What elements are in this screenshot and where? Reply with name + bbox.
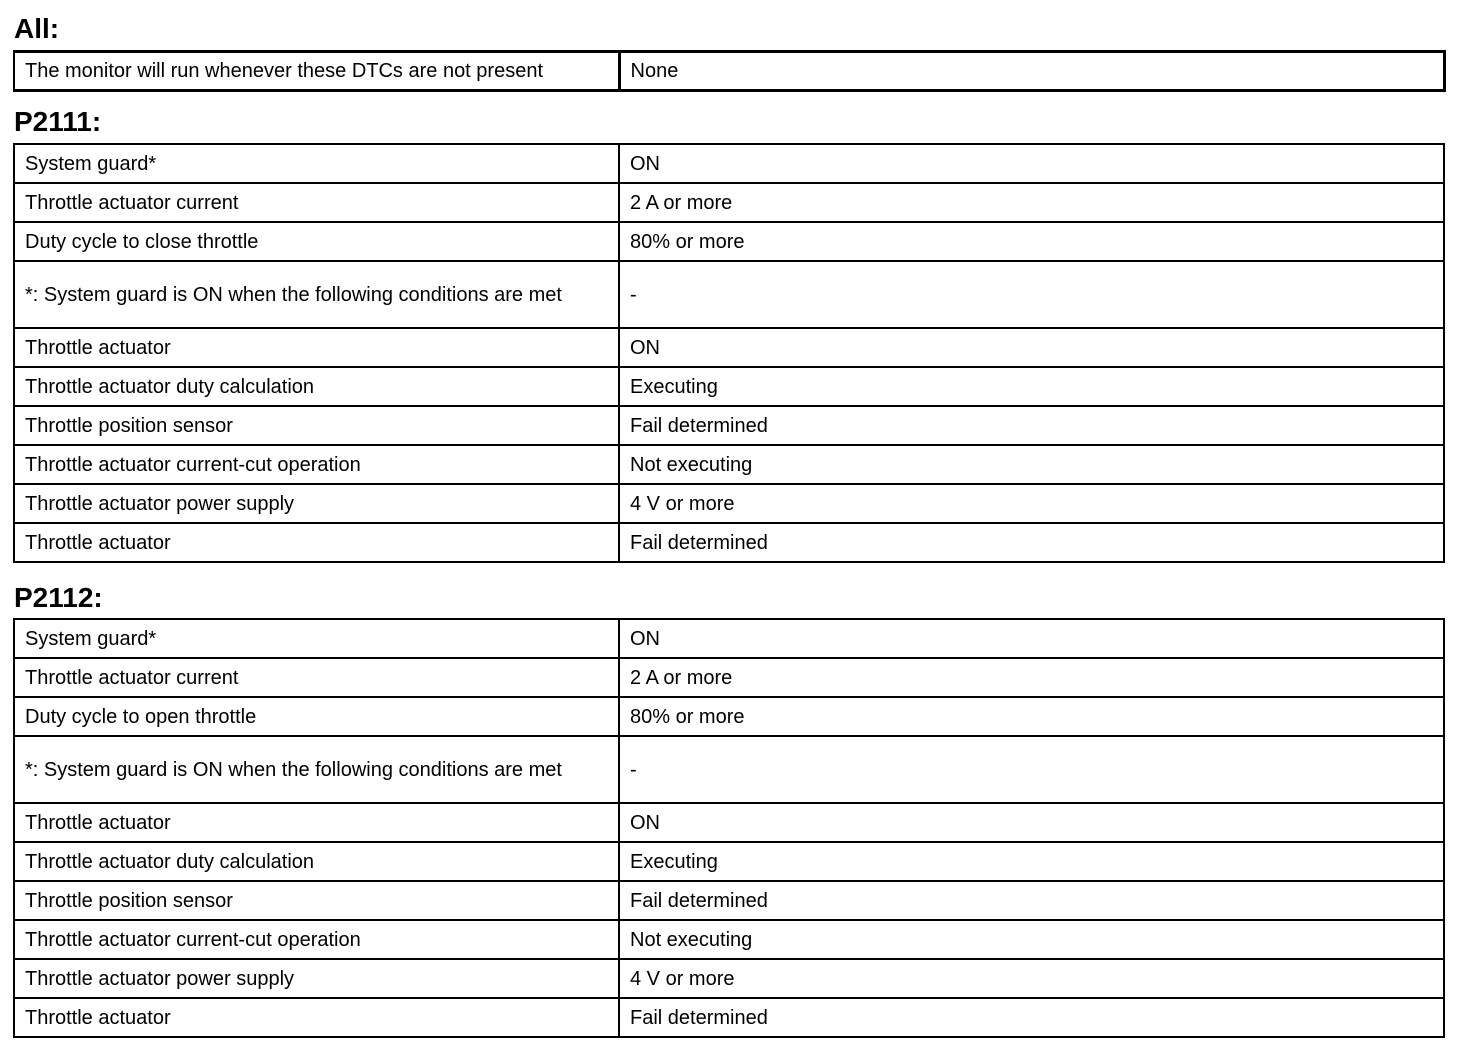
dtc-table-p2111	[13, 143, 1445, 563]
condition-cell: Throttle actuator duty calculation	[14, 842, 619, 881]
value-cell: -	[619, 261, 1444, 328]
condition-cell: Throttle actuator current-cut operation	[14, 445, 619, 484]
dtc-table-all	[13, 50, 1446, 92]
table-row	[14, 406, 1444, 445]
table-row	[14, 736, 1444, 803]
value-cell: Executing	[619, 842, 1444, 881]
table-row	[14, 959, 1444, 998]
value-cell: Not executing	[619, 445, 1444, 484]
table-row	[14, 484, 1444, 523]
table-row	[14, 367, 1444, 406]
condition-cell: Throttle actuator power supply	[14, 959, 619, 998]
value-cell: Fail determined	[619, 998, 1444, 1037]
condition-cell: The monitor will run whenever these DTCs are not present	[14, 52, 619, 91]
table-row	[14, 222, 1444, 261]
value-cell: -	[619, 736, 1444, 803]
value-cell: ON	[619, 619, 1444, 658]
condition-cell: Throttle actuator	[14, 523, 619, 562]
value-cell: ON	[619, 144, 1444, 183]
value-cell: 80% or more	[619, 697, 1444, 736]
condition-cell: Throttle position sensor	[14, 406, 619, 445]
table-row	[14, 697, 1444, 736]
condition-cell: *: System guard is ON when the following conditions are met	[14, 736, 619, 803]
table-row	[14, 842, 1444, 881]
value-cell: 4 V or more	[619, 484, 1444, 523]
value-cell: Executing	[619, 367, 1444, 406]
table-row	[14, 881, 1444, 920]
value-cell: ON	[619, 328, 1444, 367]
value-cell: ON	[619, 803, 1444, 842]
value-cell: Not executing	[619, 920, 1444, 959]
value-cell: Fail determined	[619, 881, 1444, 920]
table-row	[14, 445, 1444, 484]
value-cell: 80% or more	[619, 222, 1444, 261]
table-row	[14, 183, 1444, 222]
condition-cell: Throttle actuator current-cut operation	[14, 920, 619, 959]
condition-cell: Throttle actuator power supply	[14, 484, 619, 523]
condition-cell: Throttle actuator	[14, 328, 619, 367]
value-cell: 2 A or more	[619, 658, 1444, 697]
condition-cell: Duty cycle to close throttle	[14, 222, 619, 261]
condition-cell: Throttle position sensor	[14, 881, 619, 920]
table-row	[14, 144, 1444, 183]
table-row	[14, 52, 1444, 91]
table-row	[14, 619, 1444, 658]
section-heading-p2112: P2112:	[14, 582, 103, 613]
table-row	[14, 998, 1444, 1037]
value-cell: 2 A or more	[619, 183, 1444, 222]
condition-cell: System guard*	[14, 619, 619, 658]
value-cell: 4 V or more	[619, 959, 1444, 998]
condition-cell: Throttle actuator	[14, 803, 619, 842]
condition-cell: Duty cycle to open throttle	[14, 697, 619, 736]
table-row	[14, 658, 1444, 697]
value-cell: Fail determined	[619, 523, 1444, 562]
section-heading-all: All:	[14, 13, 60, 44]
table-row	[14, 261, 1444, 328]
table-row	[14, 803, 1444, 842]
condition-cell: Throttle actuator	[14, 998, 619, 1037]
table-row	[14, 328, 1444, 367]
table-row	[14, 920, 1444, 959]
section-heading-p2111: P2111:	[14, 106, 102, 137]
condition-cell: Throttle actuator current	[14, 183, 619, 222]
condition-cell: Throttle actuator duty calculation	[14, 367, 619, 406]
value-cell: Fail determined	[619, 406, 1444, 445]
dtc-table-p2112	[13, 618, 1445, 1038]
table-row	[14, 523, 1444, 562]
condition-cell: Throttle actuator current	[14, 658, 619, 697]
value-cell: None	[619, 52, 1444, 91]
condition-cell: *: System guard is ON when the following conditions are met	[14, 261, 619, 328]
condition-cell: System guard*	[14, 144, 619, 183]
